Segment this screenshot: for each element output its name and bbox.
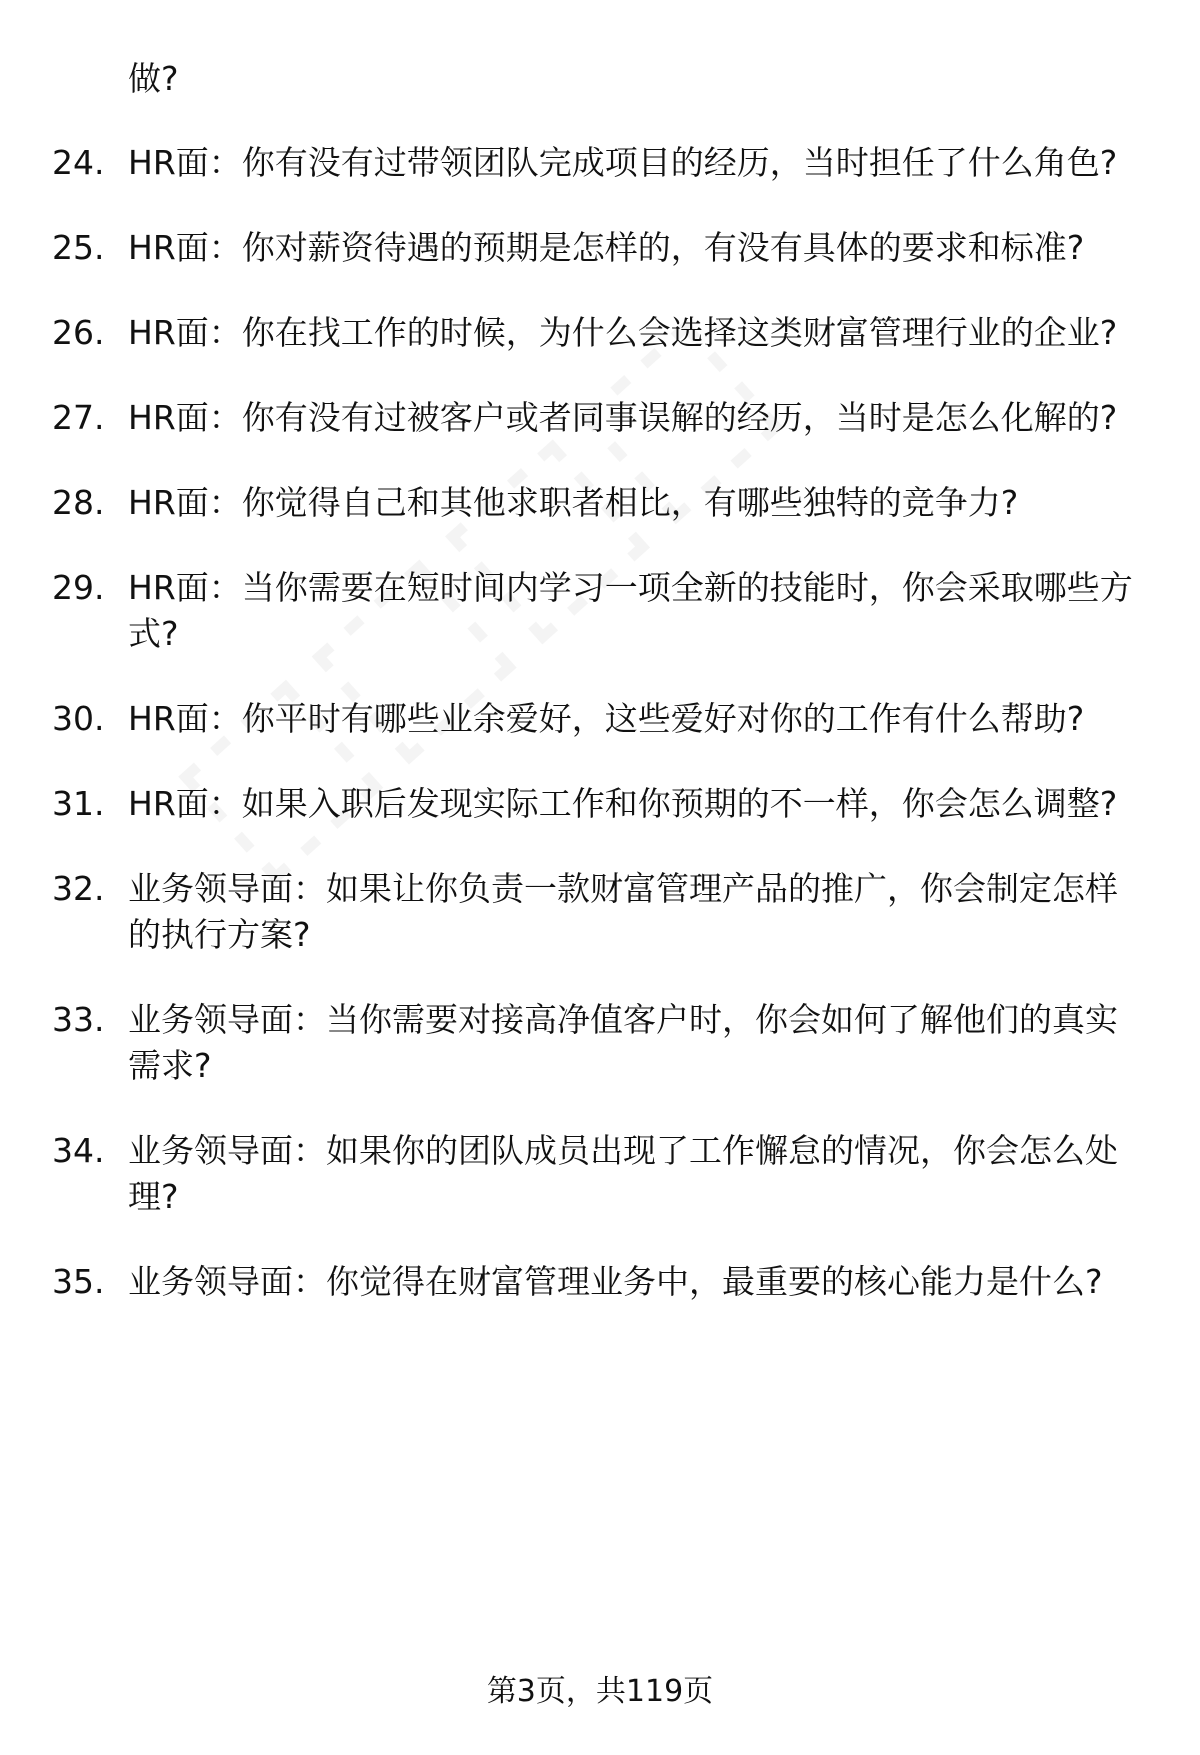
- question-text: HR面：你有没有过被客户或者同事误解的经历，当时是怎么化解的?: [128, 398, 1118, 437]
- question-number: 31.: [52, 784, 105, 823]
- question-text: HR面：你平时有哪些业余爱好，这些爱好对你的工作有什么帮助?: [128, 699, 1085, 738]
- list-item: [0, 1259, 1200, 1305]
- list-item: [0, 1128, 1200, 1220]
- question-number: 24.: [52, 143, 105, 182]
- list-item: [0, 866, 1200, 958]
- question-text: HR面：你对薪资待遇的预期是怎样的，有没有具体的要求和标准?: [128, 228, 1085, 267]
- question-list: [0, 140, 1200, 1344]
- question-number: 30.: [52, 699, 105, 738]
- list-item: [0, 225, 1200, 271]
- question-text: 业务领导面：如果让你负责一款财富管理产品的推广，你会制定怎样的执行方案?: [128, 869, 1118, 954]
- question-number: 35.: [52, 1262, 105, 1301]
- question-number: 32.: [52, 869, 105, 908]
- list-item: [0, 696, 1200, 742]
- question-text: 业务领导面：你觉得在财富管理业务中，最重要的核心能力是什么?: [128, 1262, 1103, 1301]
- question-number: 29.: [52, 568, 105, 607]
- question-text: HR面：如果入职后发现实际工作和你预期的不一样，你会怎么调整?: [128, 784, 1118, 823]
- question-text: HR面：当你需要在短时间内学习一项全新的技能时，你会采取哪些方式?: [128, 568, 1133, 653]
- question-text: HR面：你觉得自己和其他求职者相比，有哪些独特的竞争力?: [128, 483, 1019, 522]
- question-number: 33.: [52, 1000, 105, 1039]
- question-text: 业务领导面：如果你的团队成员出现了工作懈怠的情况，你会怎么处理?: [128, 1131, 1118, 1216]
- question-number: 28.: [52, 483, 105, 522]
- list-item: [0, 480, 1200, 526]
- question-number: 26.: [52, 313, 105, 352]
- list-item: [0, 395, 1200, 441]
- page-footer: 第3页，共119页: [486, 1674, 714, 1709]
- continuation-text: 做?: [128, 59, 179, 98]
- question-number: 27.: [52, 398, 105, 437]
- list-item: [0, 565, 1200, 657]
- list-item: [0, 310, 1200, 356]
- question-text: 业务领导面：当你需要对接高净值客户时，你会如何了解他们的真实需求?: [128, 1000, 1118, 1085]
- question-text: HR面：你在找工作的时候，为什么会选择这类财富管理行业的企业?: [128, 313, 1118, 352]
- list-item: [0, 781, 1200, 827]
- list-item: [0, 997, 1200, 1089]
- question-number: 25.: [52, 228, 105, 267]
- question-number: 34.: [52, 1131, 105, 1170]
- list-item: [0, 140, 1200, 186]
- question-text: HR面：你有没有过带领团队完成项目的经历，当时担任了什么角色?: [128, 143, 1118, 182]
